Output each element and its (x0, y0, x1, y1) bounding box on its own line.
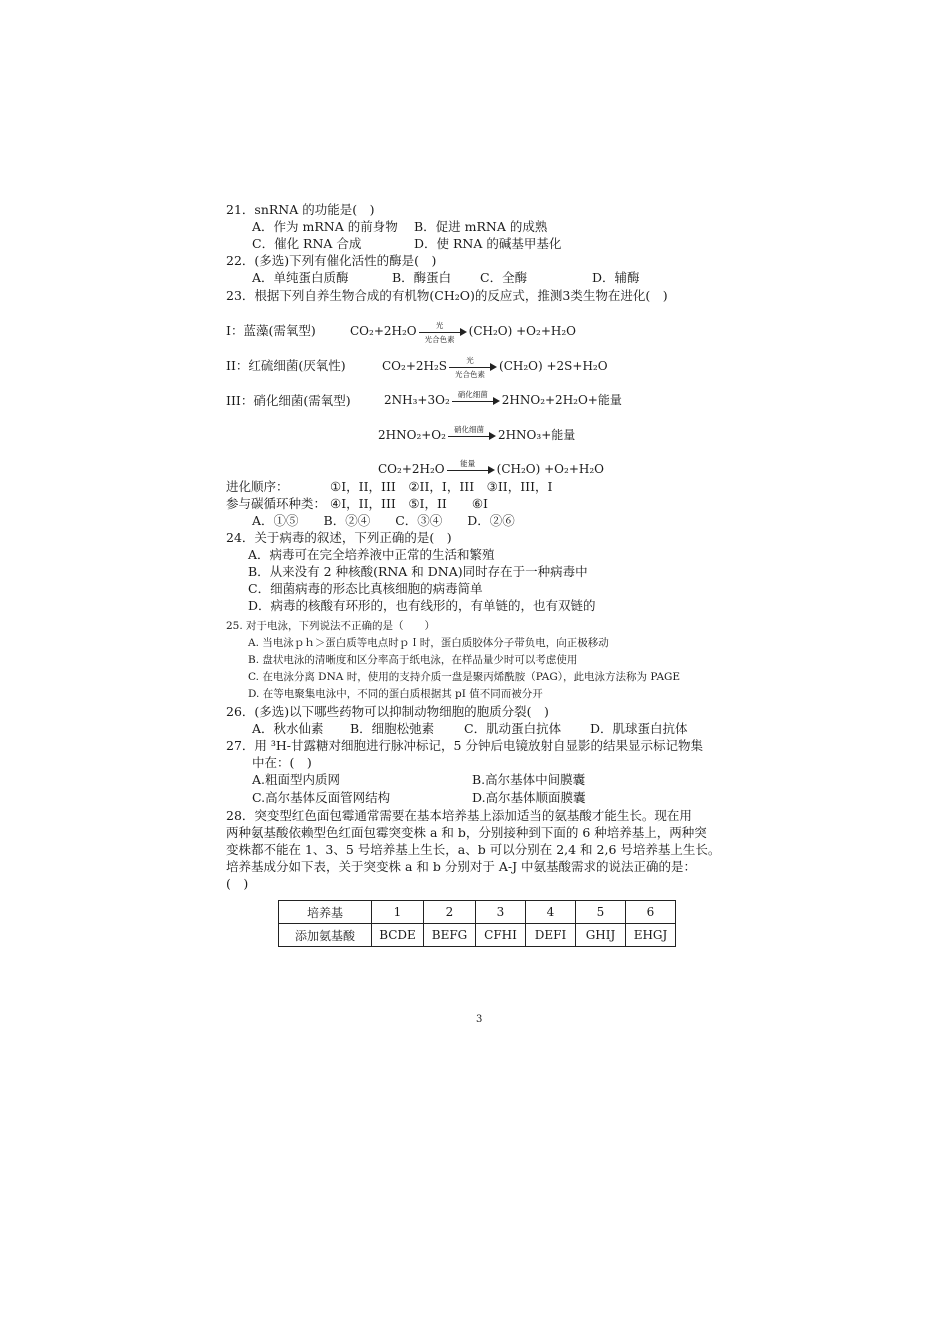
q28-stem-line-3: 变株都不能在 1、3、5 号培养基上生长，a、b 可以分别在 2,4 和 2,6 号培养基上生长。 (226, 842, 721, 857)
q27-option-c: C.高尔基体反面管网结构 (252, 790, 391, 805)
q28-stem-line-1: 28．突变型红色面包霉通常需要在基本培养基上添加适当的氨基酸才能生长。现在用 (226, 808, 692, 823)
arrow-condition-bottom: 光合色素 (455, 369, 486, 379)
q23-reaction-5-right: (CH₂O) +O₂+H₂O (496, 462, 604, 476)
table-cell: 2 (424, 901, 476, 924)
q22-option-b: B．酶蛋白 (392, 270, 452, 285)
arrow-condition-top: 光 (435, 320, 444, 330)
page-number: 3 (476, 1014, 483, 1025)
table-cell: BCDE (372, 924, 424, 947)
table-row (279, 901, 676, 924)
q28-stem-line-4: 培养基成分如下表，关于突变株 a 和 b 分别对于 A-J 中氨基酸需求的说法正确的是： (226, 859, 697, 874)
table-cell: CFHI (476, 924, 526, 947)
q23-reaction-3-left: 2NH₃+3O₂ (384, 393, 450, 407)
q27-option-d: D.高尔基体顺面膜囊 (472, 790, 586, 805)
q23-reaction-5 (378, 458, 604, 477)
q21-option-a: A．作为 mRNA 的前身物 (252, 219, 398, 234)
q26-option-c: C．肌动蛋白抗体 (464, 721, 562, 736)
q23-organism-2-label: II：红硫细菌(厌氧性) (226, 358, 346, 373)
q21-option-c: C．催化 RNA 合成 (252, 236, 362, 251)
q23-reaction-2 (382, 355, 608, 379)
table-header-cell: 添加氨基酸 (279, 924, 372, 947)
q21-option-d: D．使 RNA 的碱基甲基化 (414, 236, 562, 251)
q25-option-c: C. 在电泳分离 DNA 时，使用的支持介质一盘是聚丙烯酰胺（PAG），此电泳方法称为 PAGE (248, 671, 681, 683)
q28-stem-line-5: ( ) (226, 876, 249, 891)
table-header-cell: 培养基 (279, 901, 372, 924)
q24-stem: 24．关于病毒的叙述，下列正确的是( ) (226, 530, 452, 545)
q24-option-b: B．从来没有 2 种核酸(RNA 和 DNA)同时存在于一种病毒中 (248, 564, 588, 579)
q23-carbon-label: 参与碳循环种类： (226, 496, 327, 511)
q24-option-d: D．病毒的核酸有环形的，也有线形的，有单链的，也有双链的 (248, 598, 596, 613)
arrow-condition-top: 硝化细菌 (457, 389, 488, 399)
table-cell: 1 (372, 901, 424, 924)
q25-stem: 25. 对于电泳，下列说法不正确的是（ ） (226, 620, 436, 632)
table-cell: 6 (626, 901, 676, 924)
q25-option-d: D. 在等电聚集电泳中，不同的蛋白质根据其 pI 值不同而被分开 (248, 688, 543, 700)
q25-option-b: B. 盘状电泳的清晰度和区分率高于纸电泳，在样品量少时可以考虑使用 (248, 654, 578, 666)
table-row (279, 924, 676, 947)
q21-stem: 21．snRNA 的功能是( ) (226, 202, 375, 217)
q22-option-a: A．单纯蛋白质酶 (252, 270, 349, 285)
q27-stem-line-1: 27．用 ³H-甘露糖对细胞进行脉冲标记，5 分钟后电镜放射自显影的结果显示标记物集 (226, 738, 703, 753)
q23-stem: 23．根据下列自养生物合成的有机物(CH₂O)的反应式，推测3类生物在进化( ) (226, 288, 668, 303)
reaction-arrow-icon (447, 458, 495, 477)
q23-reaction-3-right: 2HNO₂+2H₂O+能量 (501, 393, 622, 407)
reaction-arrow-icon (449, 355, 497, 379)
q23-organism-1-label: I：蓝藻(需氧型) (226, 323, 316, 338)
table-cell: DEFI (526, 924, 576, 947)
q23-reaction-4 (378, 424, 576, 443)
q23-reaction-4-left: 2HNO₂+O₂ (378, 428, 446, 442)
q24-option-c: C．细菌病毒的形态比真核细胞的病毒简单 (248, 581, 483, 596)
reaction-arrow-icon (452, 389, 500, 408)
q26-stem: 26．(多选)以下哪些药物可以抑制动物细胞的胞质分裂( ) (226, 704, 549, 719)
reaction-arrow-icon (448, 424, 496, 443)
q23-reaction-3 (384, 389, 622, 408)
q25-option-a: A. 当电泳ｐｈ＞蛋白质等电点时ｐＩ时，蛋白质胶体分子带负电，向正极移动 (248, 637, 609, 649)
q23-answers: A．①⑤ B．②④ C．③④ D．②⑥ (252, 513, 515, 528)
q23-reaction-4-right: 2HNO₃+能量 (497, 428, 576, 442)
arrow-condition-top: 光 (466, 355, 474, 365)
table-cell: 3 (476, 901, 526, 924)
q23-order-label: 进化顺序： (226, 479, 289, 494)
q23-reaction-2-right: (CH₂O) +2S+H₂O (499, 359, 608, 373)
table-cell: GHIJ (576, 924, 626, 947)
table-cell: 5 (576, 901, 626, 924)
table-cell: 4 (526, 901, 576, 924)
q27-option-a: A.粗面型内质网 (252, 772, 341, 787)
q23-reaction-1-left: CO₂+2H₂O (350, 324, 417, 338)
q23-organism-3-label: III：硝化细菌(需氧型) (226, 393, 351, 408)
q21-option-b: B．促进 mRNA 的成熟 (414, 219, 548, 234)
q23-reaction-1 (350, 320, 576, 344)
table-cell: EHGJ (626, 924, 676, 947)
q27-option-b: B.高尔基体中间膜囊 (472, 772, 586, 787)
q22-option-c: C．全酶 (480, 270, 528, 285)
q23-order-options: ①I，II，III ②II，I，III ③II，III，I (330, 479, 553, 494)
q26-option-d: D．肌球蛋白抗体 (590, 721, 688, 736)
q22-stem: 22．(多选)下列有催化活性的酶是( ) (226, 253, 437, 268)
q26-option-b: B．细胞松弛素 (350, 721, 435, 736)
q23-reaction-1-right: (CH₂O) +O₂+H₂O (468, 324, 576, 338)
arrow-condition-top: 能量 (460, 458, 476, 468)
q23-carbon-options: ④I，II，III ⑤I，II ⑥I (330, 496, 488, 511)
arrow-condition-top: 硝化细菌 (453, 424, 484, 434)
reaction-arrow-icon (419, 320, 467, 344)
q23-reaction-2-left: CO₂+2H₂S (382, 359, 448, 373)
q23-reaction-5-left: CO₂+2H₂O (378, 462, 445, 476)
q27-stem-line-2: 中在：( ) (252, 755, 312, 770)
arrow-condition-bottom: 光合色素 (424, 334, 455, 344)
medium-table (278, 900, 676, 947)
q24-option-a: A．病毒可在完全培养液中正常的生活和繁殖 (248, 547, 495, 562)
q26-option-a: A．秋水仙素 (252, 721, 324, 736)
q22-option-d: D．辅酶 (592, 270, 640, 285)
table-cell: BEFG (424, 924, 476, 947)
q28-stem-line-2: 两种氨基酸依赖型色红面包霉突变株 a 和 b，分别接种到下面的 6 种培养基上，两种突 (226, 825, 707, 840)
